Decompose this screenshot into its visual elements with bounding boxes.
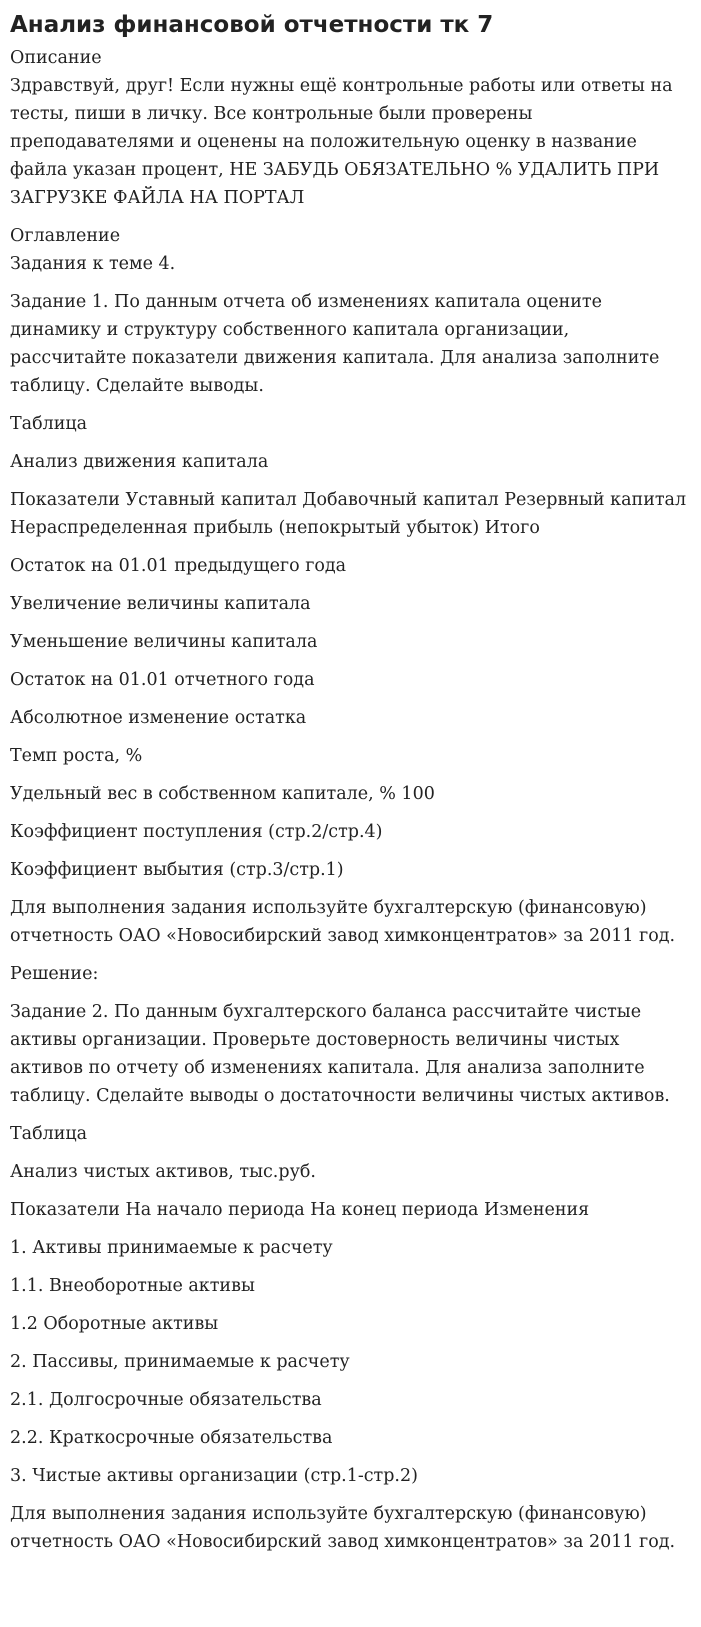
task1-row: Темп роста, % — [10, 746, 143, 766]
task2-note: Для выполнения задания используйте бухгалтерскую (финансовую) отчетность ОАО «Новосибирский завод химконцентратов» за 2011 год. — [10, 1504, 676, 1552]
task1-row: Увеличение величины капитала — [10, 594, 311, 614]
page-title: Анализ финансовой отчетности тк 7 — [10, 12, 494, 38]
task1-table-label: Таблица — [10, 414, 88, 434]
task2-table-title: Анализ чистых активов, тыс.руб. — [10, 1162, 316, 1182]
task2-row: 1.2 Оборотные активы — [10, 1314, 219, 1334]
task2-row: 3. Чистые активы организации (стр.1-стр.2) — [10, 1466, 418, 1486]
task2-table-header: Показатели На начало периода На конец периода Изменения — [10, 1200, 590, 1220]
task1-row: Удельный вес в собственном капитале, % 100 — [10, 784, 435, 804]
task2-row: 2.2. Краткосрочные обязательства — [10, 1428, 333, 1448]
description-text: Здравствуй, друг! Если нужны ещё контрольные работы или ответы на тесты, пиши в личку. Все контрольные были проверены преподавателями и оценены на положительную оценку в название файла указан процент, НЕ ЗАБУДЬ ОБЯЗАТЕЛЬНО % УДАЛИТЬ ПРИ ЗАГРУЗКЕ ФАЙЛА НА ПОРТАЛ — [10, 76, 673, 208]
task1-row: Уменьшение величины капитала — [10, 632, 318, 652]
task2-row: 1.1. Внеоборотные активы — [10, 1276, 255, 1296]
description-heading: Описание — [10, 48, 102, 68]
task2-row: 2.1. Долгосрочные обязательства — [10, 1390, 322, 1410]
task2-row: 2. Пассивы, принимаемые к расчету — [10, 1352, 350, 1372]
task1-row: Остаток на 01.01 отчетного года — [10, 670, 315, 690]
task1-text: Задание 1. По данным отчета об изменениях капитала оцените динамику и структуру собственного капитала организации, рассчитайте показатели движения капитала. Для анализа заполните таблицу. Сделайте выводы. — [10, 292, 660, 396]
toc-topic: Задания к теме 4. — [10, 254, 176, 274]
task2-table-label: Таблица — [10, 1124, 88, 1144]
task1-row: Остаток на 01.01 предыдущего года — [10, 556, 347, 576]
task2-row: 1. Активы принимаемые к расчету — [10, 1238, 333, 1258]
task1-note: Для выполнения задания используйте бухгалтерскую (финансовую) отчетность ОАО «Новосибирский завод химконцентратов» за 2011 год. — [10, 898, 676, 946]
task1-row: Коэффициент выбытия (стр.3/стр.1) — [10, 860, 344, 880]
task1-row: Абсолютное изменение остатка — [10, 708, 307, 728]
task1-solution: Решение: — [10, 964, 99, 984]
task2-text: Задание 2. По данным бухгалтерского баланса рассчитайте чистые активы организации. Проверьте достоверность величины чистых активов по отчету об изменениях капитала. Для анализа заполните таблицу. Сделайте выводы о достаточности величины чистых активов. — [10, 1002, 670, 1106]
task1-row: Коэффициент поступления (стр.2/стр.4) — [10, 822, 383, 842]
task1-table-header: Показатели Уставный капитал Добавочный капитал Резервный капитал Нераспределенная прибыль (непокрытый убыток) Итого — [10, 490, 687, 538]
toc-heading: Оглавление — [10, 226, 121, 246]
task1-table-title: Анализ движения капитала — [10, 452, 269, 472]
